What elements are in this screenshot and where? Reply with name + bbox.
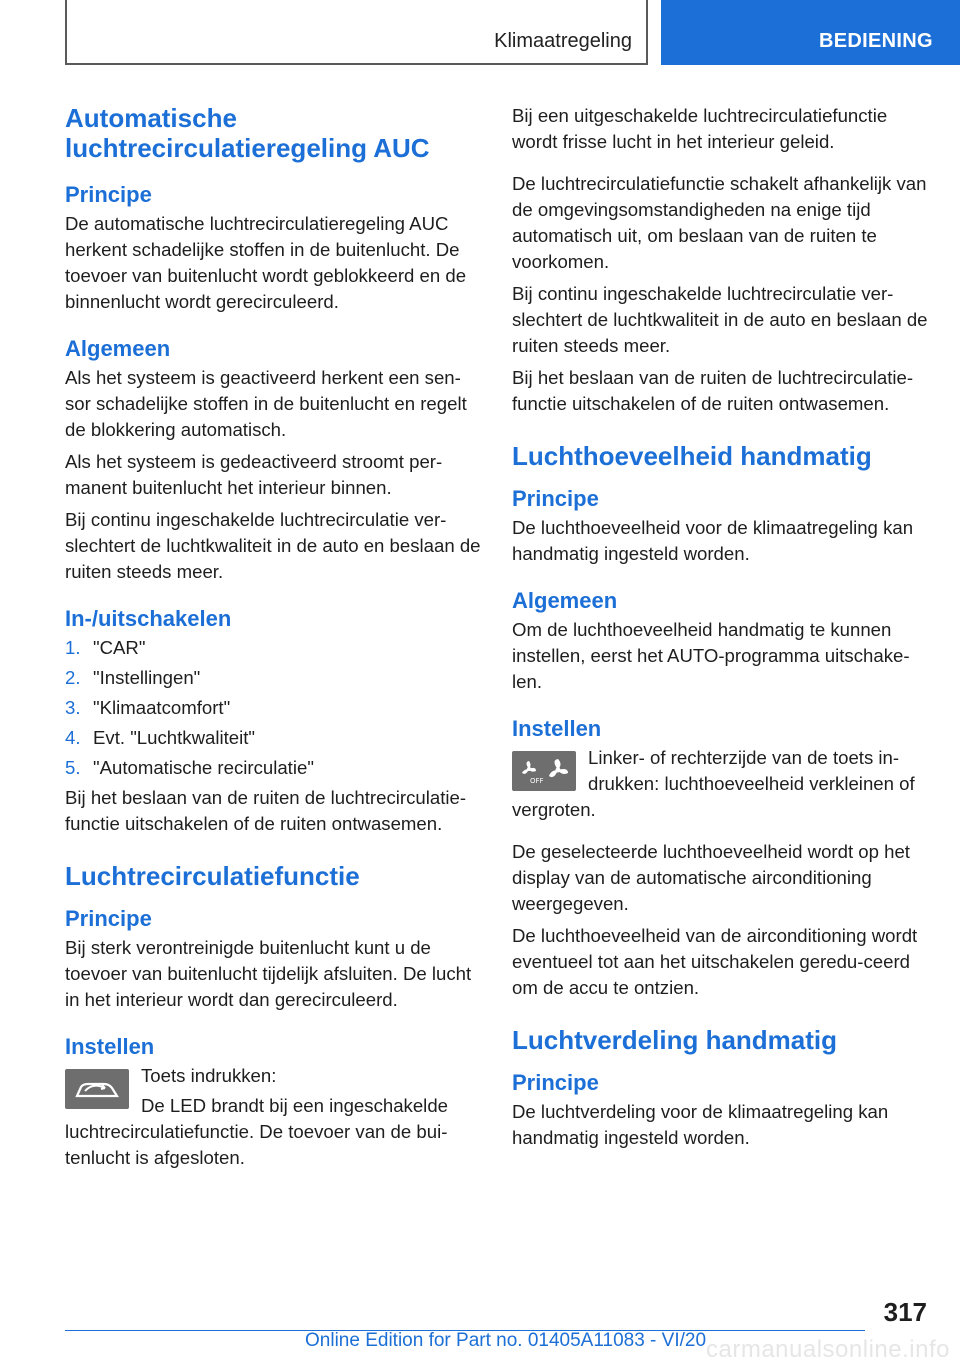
auc-title (65, 103, 483, 163)
recirc-principle-text: Bij sterk verontreinigde buitenlucht kunt u de toevoer van buitenlucht tijdelijk afsluiten. De lucht in het interieur wordt dan gerecirculeerd. (65, 937, 472, 1010)
airflow-general-text: Om de luchthoeveelheid handmatig te kunnen instellen, eerst het AUTO-programma uitschake-len. (512, 619, 910, 692)
airflow-principle-text: De luchthoeveelheid voor de klimaatregeling kan handmatig ingesteld worden. (512, 517, 914, 564)
list-item (65, 665, 483, 691)
onoff-steps (65, 635, 483, 781)
airflow-p2: De geselecteerde luchthoeveelheid wordt op het display van de automatische airconditioning weergegeven. (512, 841, 910, 914)
auc-general-p1: Als het systeem is geactiveerd herkent een sen-sor schadelijke stoffen in de buitenlucht en regelt de blokkering automatisch. (65, 367, 467, 440)
watermark: carmanualsonline.info (706, 1336, 950, 1362)
recirc-set-line2: De LED brandt bij een ingeschakelde luchtrecirculatiefunctie. De toevoer van de bui-tenlucht is afgesloten. (65, 1095, 448, 1168)
step-number: 3. (65, 697, 81, 718)
right-column (512, 103, 930, 1151)
airflow-title: Luchthoeveelheid handmatig (512, 441, 872, 471)
auc-principle-heading: Principe (65, 182, 152, 207)
list-item (65, 635, 483, 661)
step-text: "Instellingen" (93, 667, 201, 688)
section-label: BEDIENING (819, 30, 933, 52)
list-item (65, 755, 483, 781)
airflow-set-heading: Instellen (512, 716, 602, 741)
auc-general-p2: Als het systeem is gedeactiveerd stroomt per-manent buitenlucht het interieur binnen. (65, 451, 443, 498)
step-number: 5. (65, 757, 81, 778)
recirculation-car-icon (65, 1069, 129, 1109)
recirc-p3: Bij continu ingeschakelde luchtrecirculatie ver-slechtert de luchtkwaliteit in de auto en beslaan de ruiten steeds meer. (512, 283, 928, 356)
step-text: Evt. "Luchtkwaliteit" (93, 727, 256, 748)
step-number: 1. (65, 637, 81, 658)
distribution-principle-heading: Principe (512, 1070, 599, 1095)
list-item (65, 695, 483, 721)
recirc-title: Luchtrecirculatiefunctie (65, 861, 360, 891)
section-tab (661, 0, 960, 65)
fan-button-icon (512, 751, 576, 791)
list-item (65, 725, 483, 751)
distribution-title: Luchtverdeling handmatig (512, 1025, 838, 1055)
recirc-set-line1: Toets indrukken: (141, 1065, 277, 1086)
recirc-principle-heading: Principe (65, 906, 152, 931)
edition-text: Online Edition for Part no. 01405A11083 - VI/20 (305, 1330, 707, 1351)
auc-title-line-1: Automatische (65, 103, 237, 133)
recirc-p1: Bij een uitgeschakelde luchtrecirculatiefunctie wordt frisse lucht in het interieur geleid. (512, 105, 888, 152)
airflow-p3: De luchthoeveelheid van de airconditioning wordt eventueel tot aan het uitschakelen geredu-ceerd om de accu te ontzien. (512, 925, 918, 998)
onoff-heading: In-/uitschakelen (65, 606, 232, 631)
auc-principle-text: De automatische luchtrecirculatieregeling AUC herkent schadelijke stoffen in de buitenlucht. De toevoer van buitenlucht wordt geblokkeerd en de binnenlucht wordt gerecirculeerd. (65, 213, 467, 312)
auc-general-p3: Bij continu ingeschakelde luchtrecirculatie ver-slechtert de luchtkwaliteit in de auto en beslaan de ruiten steeds meer. (65, 509, 481, 582)
recirc-p4: Bij het beslaan van de ruiten de luchtrecirculatie-functie uitschakelen of de ruiten ontwasemen. (512, 367, 914, 414)
onoff-note: Bij het beslaan van de ruiten de luchtrecirculatie-functie uitschakelen of de ruiten ontwasemen. (65, 787, 467, 834)
step-number: 2. (65, 667, 81, 688)
page-number: 317 (883, 1297, 927, 1327)
recirc-set-heading: Instellen (65, 1034, 155, 1059)
step-text: "Automatische recirculatie" (93, 757, 314, 778)
airflow-set-text: Linker- of rechterzijde van de toets in-drukken: luchthoeveelheid verkleinen of vergroten. (512, 747, 915, 820)
fan-off-label: OFF (530, 777, 544, 785)
auc-title-line-2: luchtrecirculatieregeling AUC (65, 133, 430, 163)
airflow-general-heading: Algemeen (512, 588, 618, 613)
recirc-p2: De luchtrecirculatiefunctie schakelt afhankelijk van de omgevingsomstandigheden na enige tijd automatisch uit, om beslaan van de ruiten te voorkomen. (512, 173, 927, 272)
auc-general-heading: Algemeen (65, 336, 171, 361)
step-text: "CAR" (93, 637, 146, 658)
chapter-label: Klimaatregeling (494, 30, 632, 52)
airflow-principle-heading: Principe (512, 486, 599, 511)
chapter-tab (65, 0, 648, 65)
step-number: 4. (65, 727, 81, 748)
step-text: "Klimaatcomfort" (93, 697, 231, 718)
distribution-principle-text: De luchtverdeling voor de klimaatregeling kan handmatig ingesteld worden. (512, 1101, 889, 1148)
left-column (65, 103, 483, 1171)
